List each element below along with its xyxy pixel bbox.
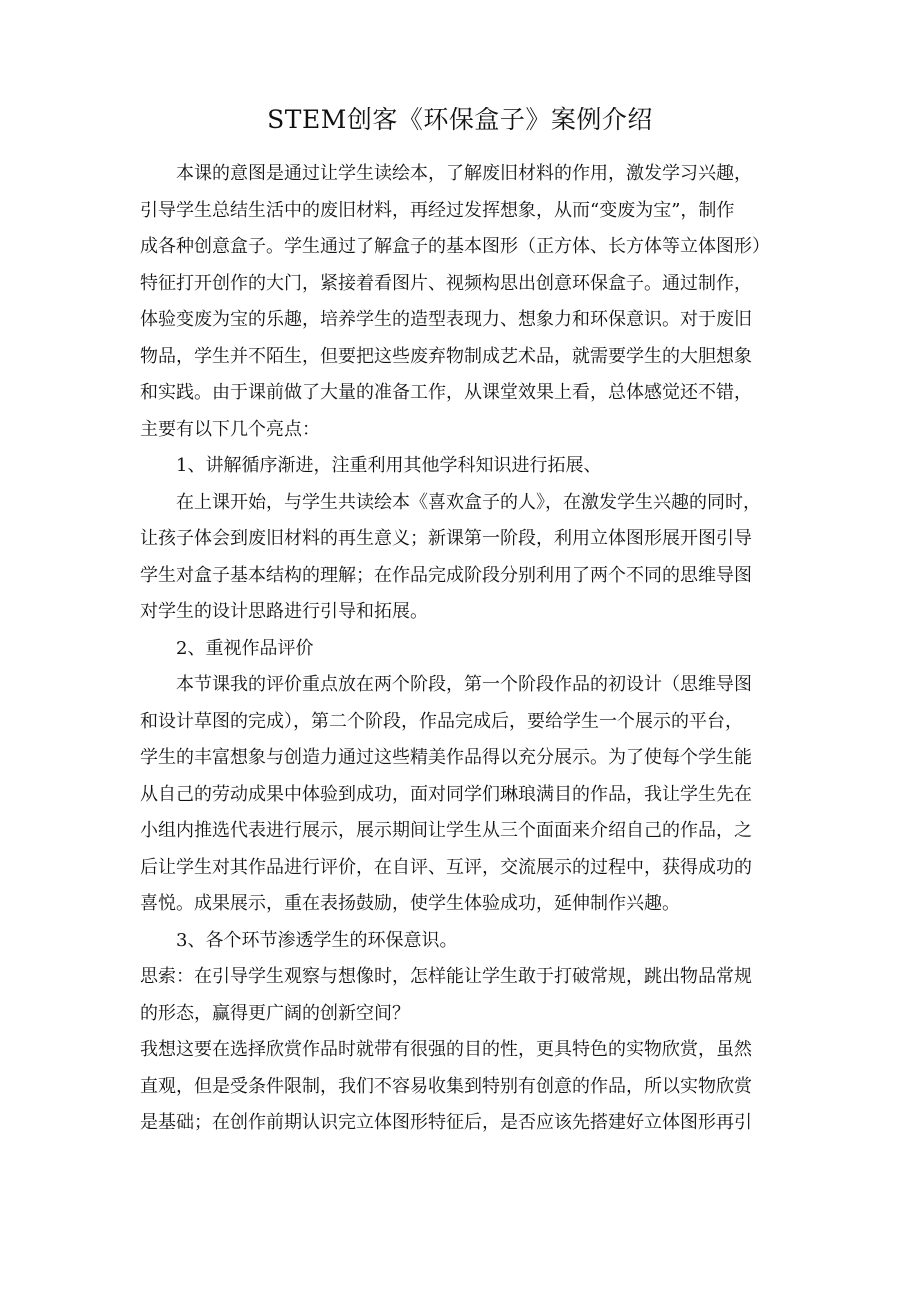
section-heading: 1、讲解循序渐进，注重利用其他学科知识进行拓展、 [176,455,602,476]
body-line: 让孩子体会到废旧材料的再生意义；新课第一阶段，利用立体图形展开图引导 [140,528,752,549]
body-line: 是基础；在创作前期认识完立体图形特征后，是否应该先搭建好立体图形再引 [140,1112,752,1133]
body-line: 后让学生对其作品进行评价，在自评、互评，交流展示的过程中，获得成功的 [140,857,752,878]
section-heading: 2、重视作品评价 [176,638,314,659]
body-line: 和实践。由于课前做了大量的准备工作，从课堂效果上看，总体感觉还不错， [140,382,752,403]
body-line: 本课的意图是通过让学生读绘本，了解废旧材料的作用，激发学习兴趣， [176,163,752,184]
body-line: 引导学生总结生活中的废旧材料，再经过发挥想象，从而“变废为宝”，制作 [140,200,735,221]
body-line: 在上课开始，与学生共读绘本《喜欢盒子的人》，在激发学生兴趣的同时， [176,492,761,513]
body-line: 思索：在引导学生观察与想像时，怎样能让学生敢于打破常规，跳出物品常规 [140,966,752,987]
body-line: 体验变废为宝的乐趣，培养学生的造型表现力、想象力和环保意识。对于废旧 [140,309,752,330]
body-line: 本节课我的评价重点放在两个阶段，第一个阶段作品的初设计（思维导图 [176,674,752,695]
body-line: 直观，但是受条件限制，我们不容易收集到特别有创意的作品，所以实物欣赏 [140,1076,752,1097]
body-line: 的形态，赢得更广阔的创新空间？ [140,1003,410,1024]
body-line: 特征打开创作的大门，紧接着看图片、视频构思出创意环保盒子。通过制作， [140,273,752,294]
section-heading: 3、各个环节渗透学生的环保意识。 [176,930,458,951]
body-line: 物品，学生并不陌生，但要把这些废弃物制成艺术品，就需要学生的大胆想象 [140,346,752,367]
body-line: 学生的丰富想象与创造力通过这些精美作品得以充分展示。为了使每个学生能 [140,747,752,768]
body-line: 喜悦。成果展示，重在表扬鼓励，使学生体验成功，延伸制作兴趣。 [140,893,680,914]
body-line: 对学生的设计思路进行引导和拓展。 [140,601,428,622]
body-line: 成各种创意盒子。学生通过了解盒子的基本图形（正方体、长方体等立体图形） [140,236,770,257]
body-line: 我想这要在选择欣赏作品时就带有很强的目的性，更具特色的实物欣赏，虽然 [140,1039,752,1060]
body-line: 学生对盒子基本结构的理解；在作品完成阶段分别利用了两个不同的思维导图 [140,565,752,586]
body-line: 小组内推选代表进行展示，展示期间让学生从三个面面来介绍自己的作品，之 [140,820,752,841]
body-line: 主要有以下几个亮点： [140,419,320,440]
body-line: 从自己的劳动成果中体验到成功，面对同学们琳琅满目的作品，我让学生先在 [140,784,752,805]
body-line: 和设计草图的完成），第二个阶段，作品完成后，要给学生一个展示的平台， [140,711,743,732]
document-title: STEM创客《环保盒子》案例介绍 [267,105,653,134]
